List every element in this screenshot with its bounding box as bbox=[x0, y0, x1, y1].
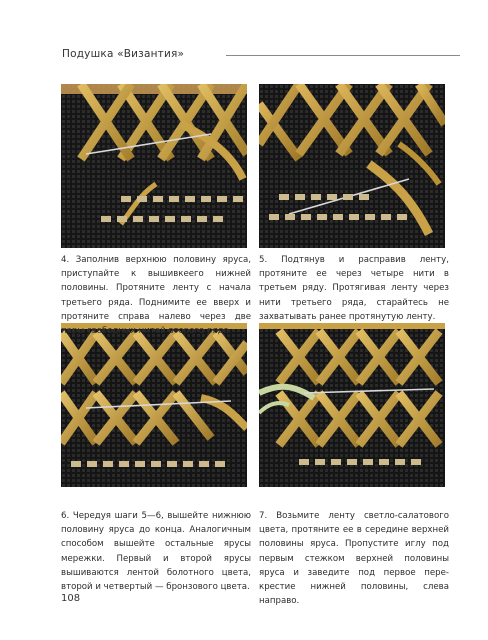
header-rule bbox=[226, 55, 460, 56]
step-4-caption: 4. Заполнив верхнюю половину яруса, приступайте к вышивкеего нижней половины. Протяните ленту с начала третьего ряда. Поднимите ее вверх и протяните справа налево через две пары свободных нитей второго ряда. bbox=[61, 255, 251, 337]
step-7-embroidery-image bbox=[259, 323, 445, 487]
step-6-photo bbox=[61, 323, 247, 487]
step-6-embroidery-image bbox=[61, 323, 247, 487]
step-7-caption: 7. Возьмите ленту светло-салатового цвета, протяните ее в середине верхней половины яруса. Пропустите иглу под первым стежком верхней половины яруса и заведите под первое перекрестие нижней половины, слева направо. bbox=[259, 511, 449, 607]
step-7-photo bbox=[259, 323, 445, 487]
step-5-caption: 5. Подтянув и расправив ленту, протяните ее через четыре нити в третьем ряду. Протягивая ленту через нити третьего ряда, старайтесь не захватывать ранее протянутую ленту. bbox=[259, 255, 449, 322]
step-5-embroidery-image bbox=[259, 84, 445, 248]
step-6-caption: 6. Чередуя шаги 5—6, вышейте нижнюю половину яруса до конца. Аналогичным способом вышейте остальные ярусы мережки. Первый и второй ярусы вышиваются лентой болотного цвета, второй и четвертый — бронзового цвета. bbox=[61, 511, 251, 593]
step-4-photo bbox=[61, 84, 247, 248]
page-number: 108 bbox=[61, 593, 81, 604]
page-header bbox=[62, 46, 460, 66]
step-4-embroidery-image bbox=[61, 84, 247, 248]
header-title: Подушка «Византия» bbox=[62, 48, 185, 60]
step-5-photo bbox=[259, 84, 445, 248]
